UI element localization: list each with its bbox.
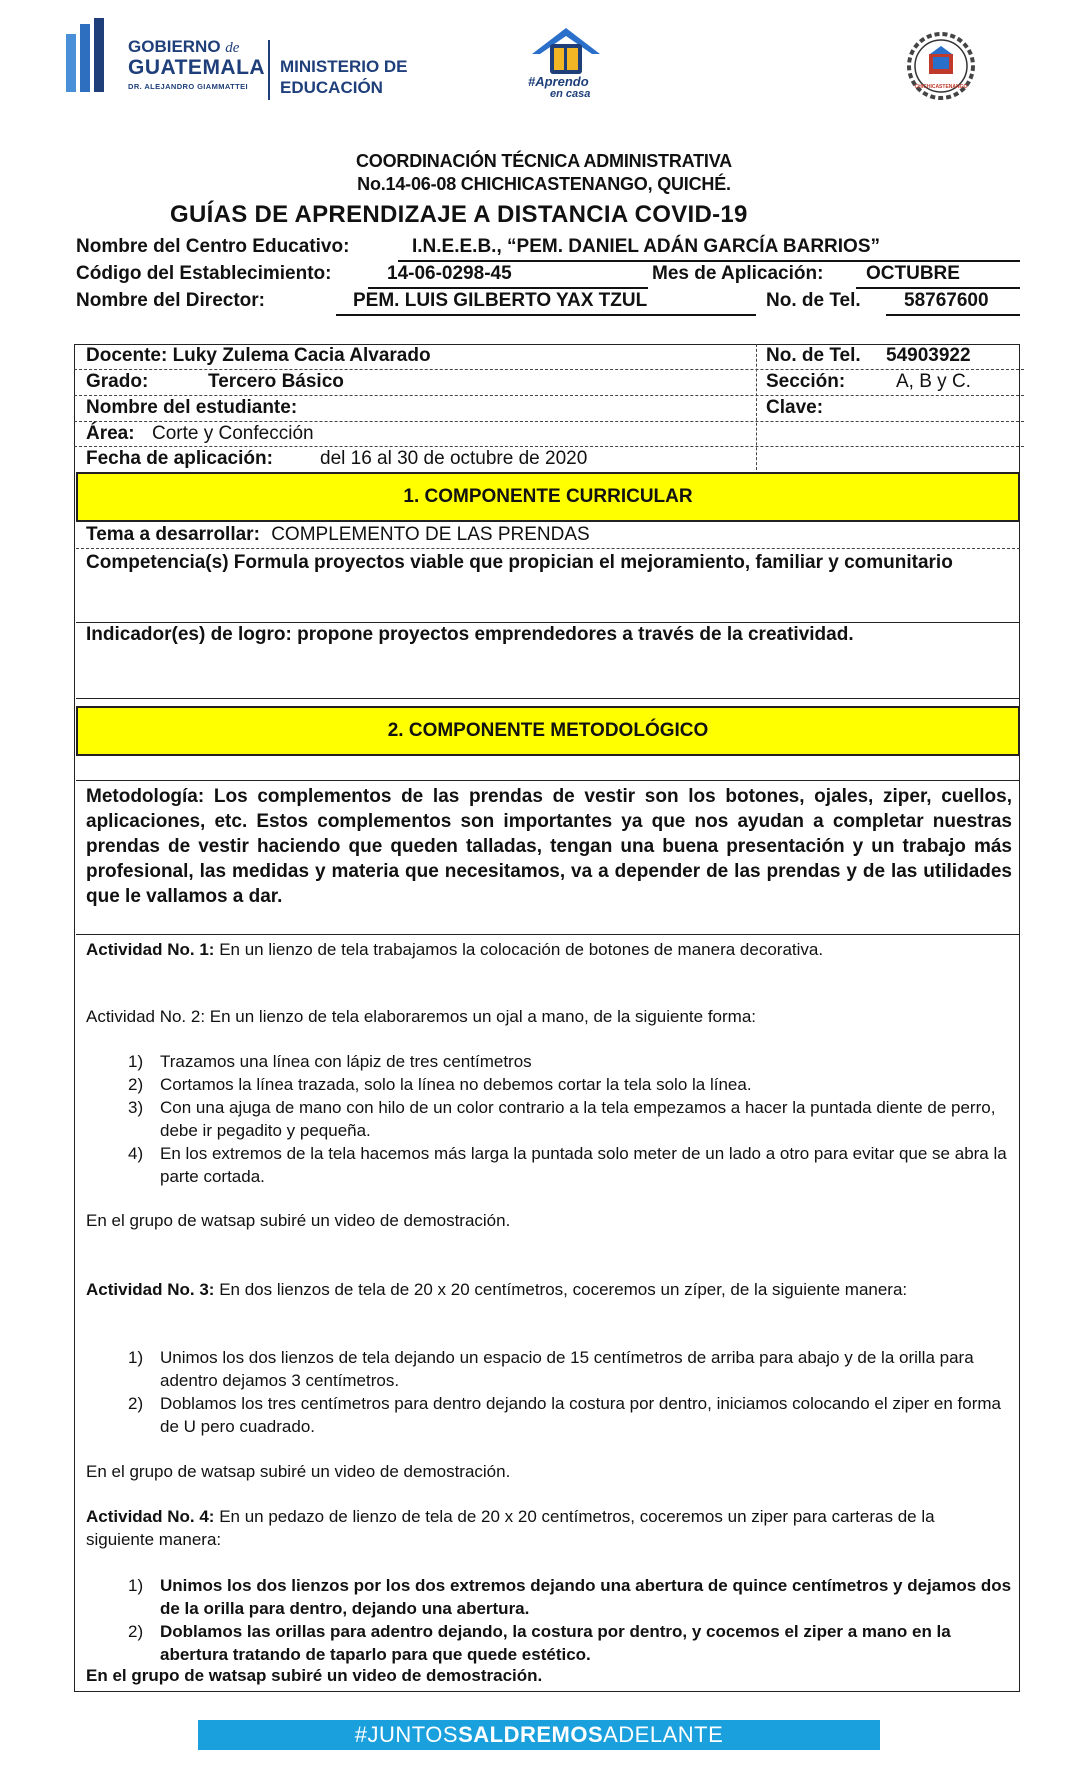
actividad-3-text: En dos lienzos de tela de 20 x 20 centímetros, coceremos un zíper, de la siguiente manera: (214, 1280, 908, 1299)
ministry-name (280, 56, 408, 98)
docente-tel-value: 54903922 (886, 345, 971, 366)
gob-de: de (225, 40, 240, 56)
tel-value: 58767600 (904, 290, 989, 311)
aprendo-en-casa-logo (520, 24, 612, 100)
actividad-3-list (86, 1346, 1012, 1438)
actividad-1-text: En un lienzo de tela trabajamos la colocación de botones de manera decorativa. (214, 940, 824, 959)
gobierno-bars-icon (66, 18, 114, 92)
codigo-value: 14-06-0298-45 (387, 263, 512, 284)
hashtag-part1: #JUNTOS (354, 1722, 459, 1747)
gob-line3: DR. ALEJANDRO GIAMMATTEI (128, 82, 249, 91)
tema-value: COMPLEMENTO DE LAS PRENDAS (271, 524, 590, 545)
estudiante-row (74, 396, 1024, 422)
competencia-divider (76, 622, 1020, 623)
aprendo-line1: #Aprendo (528, 74, 589, 89)
actividad-2-note: En el grupo de watsap subiré un video de demostración. (86, 1211, 511, 1230)
tema-label: Tema a desarrollar: (86, 524, 260, 545)
actividad-1 (86, 938, 1012, 961)
actividad-4-list (86, 1574, 1012, 1666)
hashtag-part2: SALDREMOS (458, 1722, 604, 1747)
area-value: Corte y Confección (152, 423, 314, 444)
director-label: Nombre del Director: (76, 290, 265, 311)
actividad-3-note: En el grupo de watsap subiré un video de demostración. (86, 1462, 511, 1481)
docente-text: Docente: Luky Zulema Cacia Alvarado (86, 345, 431, 366)
docente-row (74, 344, 1024, 370)
aprendo-line2: en casa (550, 88, 591, 100)
mes-overline (856, 260, 1020, 262)
school-seal-logo (906, 26, 976, 106)
actividad-3 (86, 1278, 986, 1301)
ministry-line2: EDUCACIÓN (280, 78, 383, 97)
grado-label: Grado: (86, 371, 149, 392)
metodologia-text: Metodología: Los complementos de las prendas de vestir son los botones, ojales, ziper, cuellos, aplicaciones, etc. Estos complementos son importantes ya que nos ayudan a completar nuestras prendas de vestir haciendo que queden talladas, tengan una buena presentación y un trabajo más profesional, las medidas y materia que necesitamos, va a depender de las prendas y de las utilidades que le vallamos a dar. (86, 786, 1012, 907)
metodologia-top-divider (76, 780, 1020, 781)
mes-label: Mes de Aplicación: (652, 263, 824, 284)
actividad-4-note: En el grupo de watsap subiré un video de demostración. (86, 1666, 543, 1685)
actividad-4-label: Actividad No. 4: (86, 1507, 215, 1526)
indicador-divider (76, 698, 1020, 699)
gob-line1: GOBIERNO (128, 37, 221, 56)
director-value: PEM. LUIS GILBERTO YAX TZUL (353, 290, 648, 311)
estudiante-label: Nombre del estudiante: (86, 397, 298, 418)
codigo-label: Código del Establecimiento: (76, 263, 332, 284)
docente-tel-label: No. de Tel. (766, 345, 861, 366)
actividad-3-label: Actividad No. 3: (86, 1280, 215, 1299)
fecha-value: del 16 al 30 de octubre de 2020 (320, 448, 588, 469)
actividad-1-label: Actividad No. 1: (86, 940, 215, 959)
grado-row (74, 370, 1024, 396)
centro-label: Nombre del Centro Educativo: (76, 236, 350, 257)
mes-underline (856, 287, 1020, 289)
list-item: 3) Con una ajuga de mano con hilo de un color contrario a la tela empezamos a hacer la puntada diente de perro, debe ir pegadito y pequeña. (128, 1098, 996, 1140)
area-label: Área: (86, 423, 135, 444)
componente-metodologico-heading: 2. COMPONENTE METODOLÓGICO (76, 706, 1020, 756)
guide-title: GUÍAS DE APRENDIZAJE A DISTANCIA COVID-19 (170, 201, 748, 228)
tema-line (86, 524, 590, 546)
list-item: 1) Trazamos una línea con lápiz de tres centímetros (128, 1052, 532, 1071)
seccion-label: Sección: (766, 371, 846, 392)
actividad-4 (86, 1505, 986, 1551)
fecha-label: Fecha de aplicación: (86, 448, 273, 469)
list-item: 2) Cortamos la línea trazada, solo la línea no debemos cortar la tela solo la línea. (128, 1075, 752, 1094)
director-underline (336, 314, 756, 316)
area-row (74, 422, 1024, 447)
gob-line2: GUATEMALA (128, 56, 266, 79)
actividad-2-list (86, 1050, 1012, 1188)
componente-curricular-heading: 1. COMPONENTE CURRICULAR (76, 472, 1020, 522)
seccion-value: A, B y C. (896, 371, 971, 392)
tel-label: No. de Tel. (766, 290, 861, 311)
seal-text: CHICHICASTENANGO (914, 84, 968, 90)
mes-value: OCTUBRE (866, 263, 960, 284)
actividad-4-text: En un pedazo de lienzo de tela de 20 x 20 centímetros, coceremos un ziper para carteras de la siguiente manera: (86, 1507, 935, 1549)
clave-label: Clave: (766, 397, 824, 418)
gear-seal-icon (906, 26, 976, 106)
hashtag-banner (198, 1720, 880, 1750)
metodologia-bottom-divider (76, 934, 1020, 935)
indicador-text: Indicador(es) de logro: propone proyectos emprendedores a través de la creatividad. (86, 624, 854, 645)
logo-divider (268, 40, 270, 100)
gobierno-logo (66, 14, 446, 97)
list-item: 2) Doblamos los tres centímetros para dentro dejando la costura por dentro, iniciamos colocando el ziper en forma de U pero cuadrado. (128, 1394, 1001, 1436)
codigo-underline (368, 287, 648, 289)
centro-value: I.N.E.E.B., “PEM. DANIEL ADÁN GARCÍA BARRIOS” (412, 236, 880, 257)
list-item: 2) Doblamos las orillas para adentro dejando, la costura por dentro, y cocemos el ziper a mano en la abertura tratando de taparlo para que quede estético. (128, 1622, 951, 1664)
ministry-line1: MINISTERIO DE (280, 57, 408, 76)
grado-value: Tercero Básico (208, 371, 344, 392)
house-book-icon (520, 24, 612, 80)
list-item: 4) En los extremos de la tela hacemos más larga la puntada solo meter de un lado a otro para evitar que se abra la parte cortada. (128, 1144, 1007, 1186)
actividad-2-intro: Actividad No. 2: En un lienzo de tela elaboraremos un ojal a mano, de la siguiente forma: (86, 1007, 757, 1026)
coordination-number: No.14-06-08 CHICHICASTENANGO, QUICHÉ. (357, 174, 731, 194)
tel-underline (886, 314, 1020, 316)
list-item: 1) Unimos los dos lienzos de tela dejando un espacio de 15 centímetros de arriba para abajo y de la orilla para adentro dejamos 3 centímetros. (128, 1348, 974, 1390)
fecha-row (74, 447, 1024, 471)
coordination-title: COORDINACIÓN TÉCNICA ADMINISTRATIVA (356, 151, 732, 171)
hashtag-part3: ADELANTE (603, 1722, 724, 1747)
list-item: 1) Unimos los dos lienzos por los dos extremos dejando una abertura de quince centímetros y dejamos dos de la orilla para dentro, dejando una abertura. (128, 1576, 1012, 1618)
competencia-text: Competencia(s) Formula proyectos viable que propician el mejoramiento, familiar y comunitario (86, 552, 953, 573)
